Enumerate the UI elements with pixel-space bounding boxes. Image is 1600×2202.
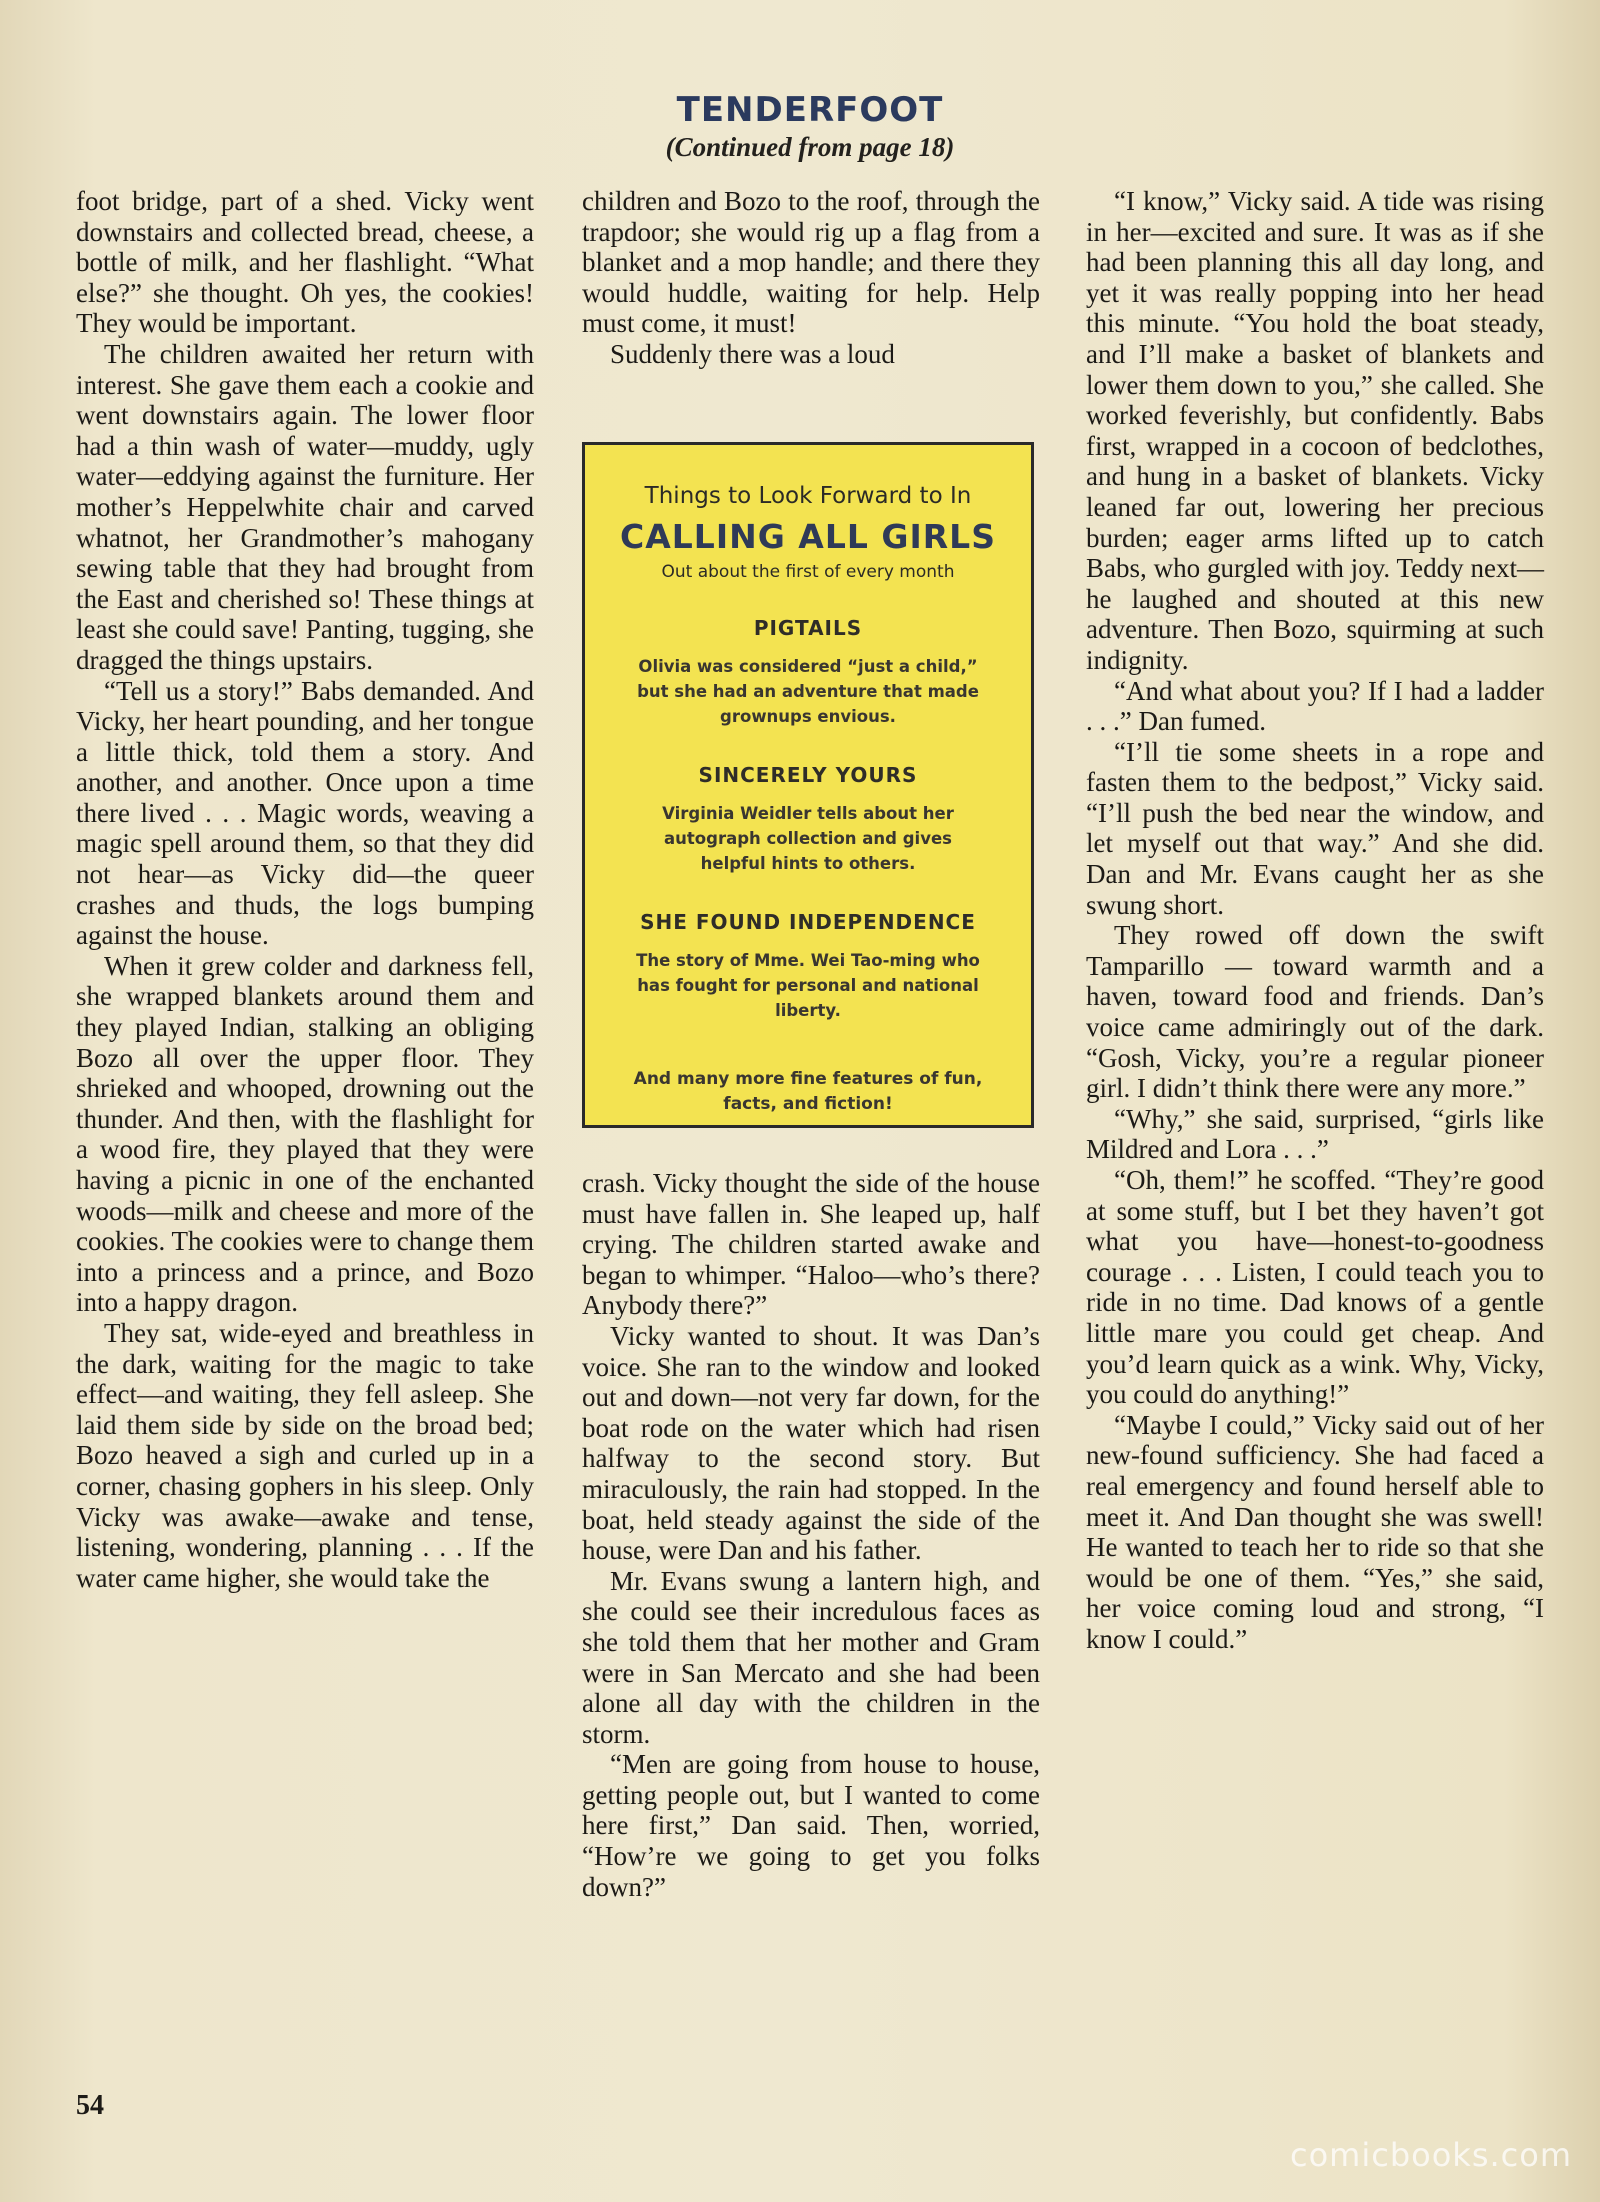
story-paragraph: They rowed off down the swift Tamparillo — toward warmth and a haven, toward food and friends. Dan’s voice came admiringly out of the dark. “Gosh, Vicky, you’re a regular pioneer girl. I didn’t think there were any more.”: [1086, 920, 1544, 1104]
ad-feature: [585, 763, 1031, 876]
advertisement-box: [582, 442, 1034, 1128]
ad-feature-title: SHE FOUND INDEPENDENCE: [640, 910, 976, 934]
text-column-2-top: [582, 186, 1040, 370]
page-number: 54: [76, 2090, 104, 2121]
story-paragraph: “Tell us a story!” Babs demanded. And Vicky, her heart pounding, and her tongue a little thick, told them a story. And another, and another. Once upon a time there lived . . . Magic words, weaving a magic spell around them, so that they did not hear—as Vicky did—the queer crashes and thuds, the logs bumping against the house.: [76, 675, 534, 951]
watermark: comicbooks.com: [1289, 2136, 1572, 2174]
story-paragraph: Suddenly there was a loud: [610, 338, 895, 369]
story-paragraph: “Maybe I could,” Vicky said out of her new-found sufficiency. She had faced a real emergency and found herself able to meet it. And Dan thought she was swell! He wanted to teach her to ride so that she would be one of them. “Yes,” she said, her voice coming loud and strong, “I know I could.”: [1086, 1409, 1544, 1654]
ad-feature-description: Olivia was considered “just a child,” but she had an adventure that made grownups envious.: [637, 657, 979, 726]
ad-feature: [585, 910, 1031, 1023]
story-paragraph: “I’ll tie some sheets in a rope and fasten them to the bedpost,” Vicky said. “I’ll push the bed near the window, and let myself out that way.” And she did. Dan and Mr. Evans caught her as she swung short.: [1086, 736, 1544, 920]
story-paragraph: The children awaited her return with interest. She gave them each a cookie and went downstairs again. The lower floor had a thin wash of water—muddy, ugly water—eddying against the furniture. Her mother’s Heppelwhite chair and carved whatnot, her Grandmother’s mahogany sewing table that they had brought from the East and cherished so! These things at least she could save! Panting, tugging, she dragged the things upstairs.: [76, 338, 534, 675]
ad-feature: [585, 616, 1031, 729]
story-paragraph: Vicky wanted to shout. It was Dan’s voice. She ran to the window and looked out and down—not very far down, for the boat rode on the water which had risen halfway to the second story. But miraculously, the rain had stopped. In the boat, held steady against the side of the house, were Dan and his father.: [582, 1320, 1040, 1566]
story-header: [540, 90, 1080, 164]
story-paragraph: When it grew colder and darkness fell, she wrapped blankets around them and they played Indian, stalking an obliging Bozo all over the upper floor. They shrieked and whooped, drowning out the thunder. And then, with the flashlight for a wood fire, they played that they were having a picnic in one of the enchanted woods—milk and cheese and more of the cookies. The cookies were to change them into a princess and a prince, and Bozo into a happy dragon.: [76, 950, 534, 1318]
ad-feature-description: The story of Mme. Wei Tao-ming who has fought for personal and national liberty.: [636, 951, 980, 1020]
ad-feature-title: PIGTAILS: [753, 616, 863, 640]
story-paragraph: “And what about you? If I had a ladder . . .” Dan fumed.: [1086, 675, 1544, 737]
story-paragraph: “Why,” she said, surprised, “girls like Mildred and Lora . . .”: [1086, 1103, 1544, 1165]
story-title: TENDERFOOT: [676, 90, 944, 130]
continuation-note: (Continued from page 18): [665, 132, 955, 162]
ad-more-features: And many more fine features of fun, facts, and fiction!: [633, 1069, 983, 1114]
text-column-1: [76, 186, 534, 1593]
story-paragraph: “Men are going from house to house, getting people out, but I wanted to come here first,” Dan said. Then, worried, “How’re we going to get you folks down?”: [582, 1749, 1040, 1902]
story-paragraph: children and Bozo to the roof, through the trapdoor; she would rig up a flag from a blanket and a mop handle; and there they would huddle, waiting for help. Help must come, it must!: [582, 186, 1040, 339]
story-paragraph: crash. Vicky thought the side of the house must have fallen in. She leaped up, half crying. The children started awake and began to whimper. “Haloo—who’s there? Anybody there?”: [582, 1168, 1040, 1321]
text-column-2-bottom: [582, 1168, 1040, 1902]
story-paragraph: They sat, wide-eyed and breathless in the dark, waiting for the magic to take effect—and waiting, they fell asleep. She laid them side by side on the broad bed; Bozo heaved a sigh and curled up in a corner, chasing gophers in his sleep. Only Vicky was awake—awake and tense, listening, wondering, planning . . . If the water came higher, she would take the: [76, 1317, 534, 1593]
ad-magazine-name: CALLING ALL GIRLS: [620, 517, 996, 556]
story-paragraph: “I know,” Vicky said. A tide was rising in her—excited and sure. It was as if she had been planning this all day long, and yet it was really popping into her head this minute. “You hold the boat steady, and I’ll make a basket of blankets and lower them down to you,” she called. She worked feverishly, but confidently. Babs first, wrapped in a cocoon of bedclothes, and hung in a basket of blankets. Vicky leaned far out, lowering her precious burden; eager arms lifted up to catch Babs, who gurgled with joy. Teddy next—he laughed and shouted at this new adventure. Then Bozo, squirming at such indignity.: [1086, 186, 1544, 675]
ad-schedule: Out about the first of every month: [661, 562, 955, 582]
story-paragraph: Mr. Evans swung a lantern high, and she could see their incredulous faces as she told them that her mother and Gram were in San Mercato and she had been alone all day with the children in the storm.: [582, 1565, 1040, 1749]
story-paragraph: foot bridge, part of a shed. Vicky went downstairs and collected bread, cheese, a bottle of milk, and her flashlight. “What else?” she thought. Oh yes, the cookies! They would be important.: [76, 186, 534, 339]
text-column-3: [1086, 186, 1544, 1655]
story-paragraph: “Oh, them!” he scoffed. “They’re good at some stuff, but I bet they haven’t got what you have—honest-to-goodness courage . . . Listen, I could teach you to ride in no time. Dad knows of a gentle little mare you could get cheap. And you’d learn quick as a wink. Why, Vicky, you could do anything!”: [1086, 1165, 1544, 1410]
ad-intro: Things to Look Forward to In: [644, 483, 972, 509]
ad-feature-description: Virginia Weidler tells about her autograph collection and gives helpful hints to others.: [662, 804, 954, 873]
ad-feature-title: SINCERELY YOURS: [698, 763, 918, 787]
